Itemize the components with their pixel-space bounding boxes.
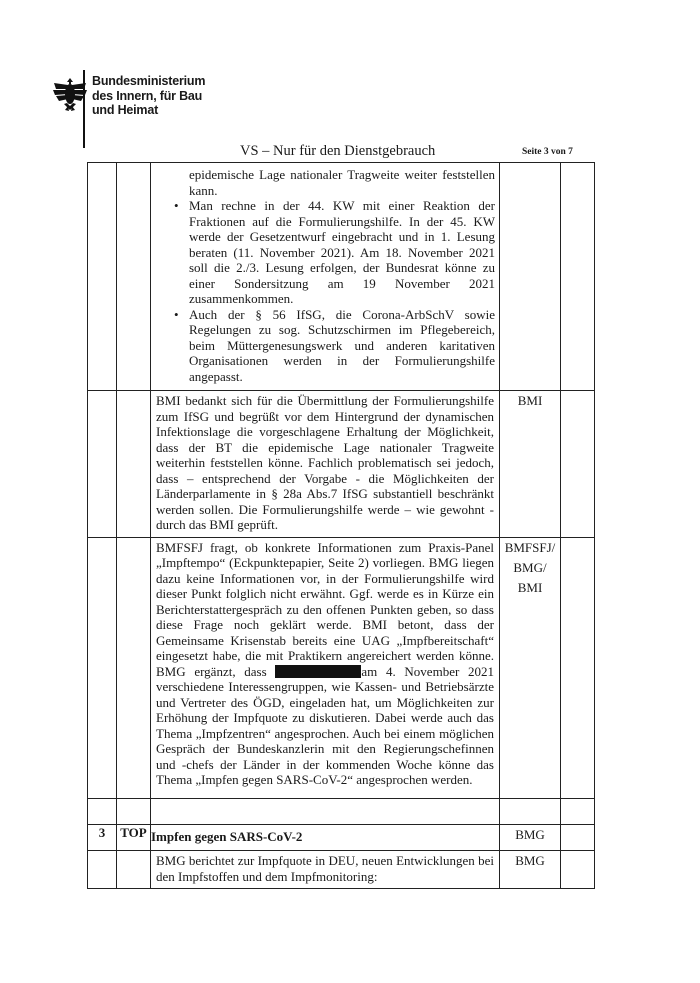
table-row-bmi [88, 391, 595, 538]
classification-label: VS – Nur für den Dienstgebrauch [240, 143, 436, 159]
agenda-label: TOP [117, 824, 151, 851]
agenda-responsible: BMG [500, 824, 561, 851]
agenda-title: Impfen gegen SARS-CoV-2 [151, 824, 500, 851]
ministry-name [92, 74, 205, 118]
bmfsfj-text-part-2: am 4. November 2021 verschiedene Interessengruppen, wie Kassen- und Betriebsärzte und Vertreter des ÖGD, eingeladen hat, um Möglichkeiten zur Erhöhung der Impfquote zu diskutieren. Dabei werde auch das Thema „Impfzentren“ angesprochen. Auch bei einem möglichen Gespräch der Bundeskanzlerin mit den Regierungschefinnen und -chefs der Länder in der kommenden Woche könne das Thema „Impfen gegen SARS-CoV-2“ angesprochen werden. [156, 663, 494, 787]
table-row-continuation [88, 163, 595, 391]
table-row-top-3 [88, 824, 595, 851]
bmfsfj-responsible [500, 537, 561, 798]
bullet-item-1: • Man rechne in der 44. KW mit einer Reaktion der Fraktionen auf die Formulierungshilfe. In der 45. KW werde der Gesetzentwurf eingebracht und in 1. Lesung beraten (11. November 2021). Am 18. November 2021 soll die 2./3. Lesung erfolgen, der Bundesrat könne zu einer Sondersitzung am 19 November 2021 zusammenkommen. [176, 198, 495, 307]
logo-divider [83, 70, 85, 148]
table-row-empty [88, 798, 595, 824]
continuation-cell [151, 163, 500, 391]
minutes-table [87, 162, 595, 889]
bmg-report-text: BMG berichtet zur Impfquote in DEU, neuen Entwicklungen bei den Impfstoffen und dem Impfmonitoring: [156, 853, 494, 884]
responsible-line-1: BMFSFJ/ [504, 539, 556, 555]
page-number: Seite 3 von 7 [522, 147, 573, 157]
bmg-report-cell [151, 851, 500, 889]
bmi-statement-text: BMI bedankt sich für die Übermittlung der Formulierungshilfe zum IfSG und begrüßt vor dem Hintergrund der dynamischen Infektionslage die vorgeschlagene Erhaltung der Möglichkeit, dass der BT die epidemische Lage nationaler Tragweite weiterhin feststellen könne. Fachlich problematisch sei jedoch, dass – entsprechend der Vorgabe - die Möglichkeiten der Länderparlamente in § 28a Abs.7 IfSG substantiell beschränkt werden sollen. Die Formulierungshilfe werde – wie gewohnt - durch das BMI geprüft. [156, 393, 494, 532]
table-row-bmg-report [88, 851, 595, 889]
ministry-line-1: Bundesministerium [92, 74, 206, 88]
bmi-statement-cell [151, 391, 500, 538]
bmfsfj-statement-cell [151, 537, 500, 798]
ministry-line-3: und Heimat [92, 103, 159, 117]
table-row-bmfsfj [88, 537, 595, 798]
bmfsfj-text-part-1: BMFSFJ fragt, ob konkrete Informationen zum Praxis-Panel „Impftempo“ (Eckpunktepapier, Seite 2) vorliegen. BMG liegen dazu keine Informationen vor, in der Formulierungshilfe wird dieser Punkt folglich nicht erwähnt. Ggf. werde es in Kürze ein Berichterstattergespräch zu den offenen Punkten geben, so dass diese Frage noch geklärt werde. BMI betont, dass der Gemeinsame Krisenstab bereits eine UAG „Impfbereitschaft“ eingesetzt habe, die mit Praktikern angereichert werden könne. BMG ergänzt, dass [156, 539, 494, 679]
redaction-block [275, 665, 361, 678]
agenda-number: 3 [88, 824, 117, 851]
bmi-responsible: BMI [500, 391, 561, 538]
responsible-line-2: BMG/ [513, 559, 547, 575]
ministry-line-2: des Innern, für Bau [92, 88, 203, 103]
continuation-lead-text: epidemische Lage nationaler Tragweite weiter feststellen kann. [189, 167, 495, 198]
responsible-line-3: BMI [517, 579, 543, 595]
bmg-report-responsible: BMG [500, 851, 561, 889]
bullet-item-2: • Auch der § 56 IfSG, die Corona-ArbSchV sowie Regelungen zu sog. Schutzschirmen im Pflegebereich, beim Müttergenesungswerk und anderen karitativen Organisationen werden in der Formulierungshilfe angepasst. [176, 307, 495, 385]
